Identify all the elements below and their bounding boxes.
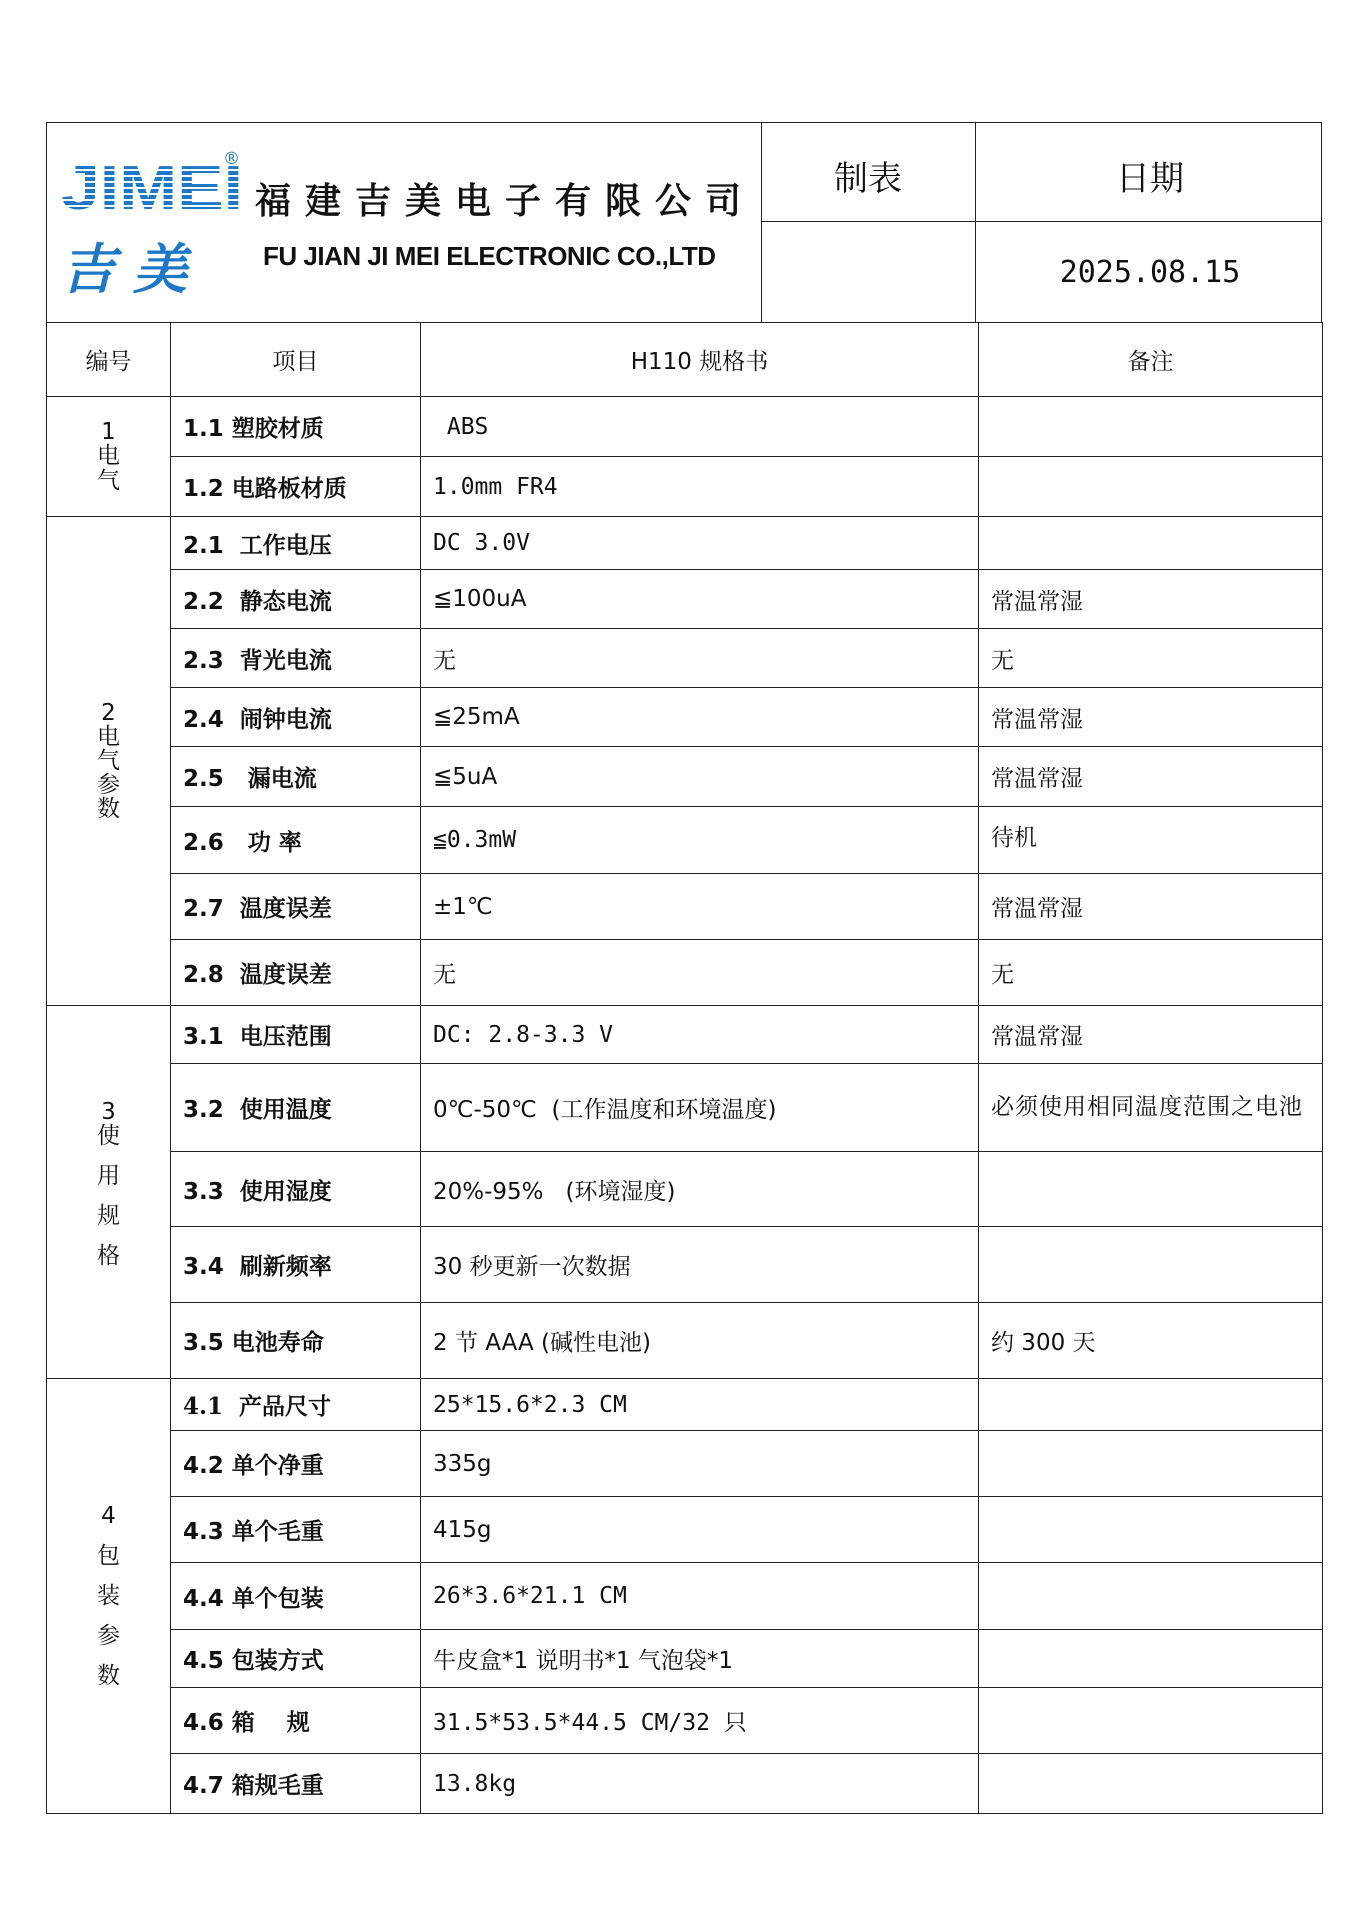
table-row xyxy=(47,1688,1323,1754)
item-label: 4.7 箱规毛重 xyxy=(171,1754,421,1814)
item-note xyxy=(979,1754,1323,1814)
item-value: ≦25mA xyxy=(421,688,979,747)
item-note: 无 xyxy=(979,629,1323,688)
item-note xyxy=(979,1152,1323,1227)
item-value: 31.5*53.5*44.5 CM/32 只 xyxy=(421,1688,979,1754)
item-note: 无 xyxy=(979,940,1323,1006)
item-value: DC: 2.8-3.3 V xyxy=(421,1006,979,1064)
item-label: 3.5 电池寿命 xyxy=(171,1303,421,1379)
table-row xyxy=(47,1754,1323,1814)
item-label: 4.5 包装方式 xyxy=(171,1630,421,1688)
item-note xyxy=(979,1688,1323,1754)
item-value: 415g xyxy=(421,1497,979,1563)
item-value: 30 秒更新一次数据 xyxy=(421,1227,979,1303)
item-note: 常温常湿 xyxy=(979,1006,1323,1064)
item-note xyxy=(979,457,1323,517)
table-row xyxy=(47,747,1323,807)
item-label: 2.2 静态电流 xyxy=(171,570,421,629)
table-row xyxy=(47,688,1323,747)
divider xyxy=(975,123,976,322)
item-value: 335g xyxy=(421,1431,979,1497)
table-row xyxy=(47,1152,1323,1227)
item-note: 必须使用相同温度范围之电池 xyxy=(979,1064,1323,1152)
date-value: 2025.08.15 xyxy=(1059,255,1241,290)
table-row xyxy=(47,457,1323,517)
item-value: 26*3.6*21.1 CM xyxy=(421,1563,979,1630)
table-row xyxy=(47,570,1323,629)
item-label: 2.6 功 率 xyxy=(171,807,421,874)
item-label: 1.1 塑胶材质 xyxy=(171,397,421,457)
item-note xyxy=(979,1227,1323,1303)
table-row xyxy=(47,1431,1323,1497)
item-value: 1.0mm FR4 xyxy=(421,457,979,517)
item-value: ≦5uA xyxy=(421,747,979,807)
prepared-by-label: 制表 xyxy=(834,159,902,199)
col-header-remarks: 备注 xyxy=(979,323,1323,397)
item-note: 常温常湿 xyxy=(979,747,1323,807)
section-label-3: 3 使 用 规 格 xyxy=(47,1006,171,1379)
item-note xyxy=(979,517,1323,570)
table-row xyxy=(47,397,1323,457)
svg-text:JIMEI: JIMEI xyxy=(61,159,243,219)
company-name-cn: 福建吉美电子有限公司 xyxy=(255,181,756,222)
table-row xyxy=(47,874,1323,940)
table-header-row xyxy=(47,323,1323,397)
col-header-number: 编号 xyxy=(47,323,171,397)
company-name-en: FU JIAN JI MEI ELECTRONIC CO.,LTD xyxy=(263,241,716,271)
item-label: 4.4 单个包装 xyxy=(171,1563,421,1630)
item-label: 2.3 背光电流 xyxy=(171,629,421,688)
section-label-2: 2 电 气 参 数 xyxy=(47,517,171,1006)
table-row xyxy=(47,1006,1323,1064)
item-note: 常温常湿 xyxy=(979,874,1323,940)
spec-table xyxy=(46,322,1323,1814)
header-block xyxy=(46,122,1322,322)
item-value: 无 xyxy=(421,940,979,1006)
registered-mark: ® xyxy=(223,149,240,169)
item-note xyxy=(979,397,1323,457)
item-value: 13.8kg xyxy=(421,1754,979,1814)
item-value: 25*15.6*2.3 CM xyxy=(421,1379,979,1431)
item-label: 3.2 使用温度 xyxy=(171,1064,421,1152)
item-note: 常温常湿 xyxy=(979,570,1323,629)
item-note: 常温常湿 xyxy=(979,688,1323,747)
item-value: ±1℃ xyxy=(421,874,979,940)
table-row xyxy=(47,629,1323,688)
date-label: 日期 xyxy=(1116,159,1184,199)
item-label: 2.1 工作电压 xyxy=(171,517,421,570)
item-label: 3.4 刷新频率 xyxy=(171,1227,421,1303)
table-row xyxy=(47,807,1323,874)
item-value: ≦0.3mW xyxy=(421,807,979,874)
item-label: 1.2 电路板材质 xyxy=(171,457,421,517)
item-note xyxy=(979,1431,1323,1497)
item-label: 2.5 漏电流 xyxy=(171,747,421,807)
divider xyxy=(761,221,1321,222)
table-row xyxy=(47,517,1323,570)
table-row xyxy=(47,1303,1323,1379)
item-note xyxy=(979,1630,1323,1688)
table-row xyxy=(47,1630,1323,1688)
table-row xyxy=(47,1497,1323,1563)
item-value: DC 3.0V xyxy=(421,517,979,570)
spec-sheet xyxy=(46,122,1322,1814)
item-label: 4.2 单个净重 xyxy=(171,1431,421,1497)
table-row xyxy=(47,1227,1323,1303)
item-note xyxy=(979,1379,1323,1431)
col-header-spec-title: H110 规格书 xyxy=(421,323,979,397)
section-label-1: 1 电 气 xyxy=(47,397,171,517)
table-row xyxy=(47,940,1323,1006)
item-label: 4.6 箱 规 xyxy=(171,1688,421,1754)
item-value: ≦100uA xyxy=(421,570,979,629)
logo-chinese-text: 吉美 xyxy=(61,237,205,301)
item-label: 2.7 温度误差 xyxy=(171,874,421,940)
item-label: 2.4 闹钟电流 xyxy=(171,688,421,747)
table-row xyxy=(47,1563,1323,1630)
item-label: 3.1 电压范围 xyxy=(171,1006,421,1064)
item-note xyxy=(979,1497,1323,1563)
item-value: ABS xyxy=(421,397,979,457)
item-note: 约 300 天 xyxy=(979,1303,1323,1379)
item-label: 3.3 使用湿度 xyxy=(171,1152,421,1227)
item-value: 20%-95% (环境湿度) xyxy=(421,1152,979,1227)
section-label-4: 4 包 装 参 数 xyxy=(47,1379,171,1814)
item-label: 2.8 温度误差 xyxy=(171,940,421,1006)
item-value: 0℃-50℃ (工作温度和环境温度) xyxy=(421,1064,979,1152)
col-header-item: 项目 xyxy=(171,323,421,397)
jimei-logo-icon xyxy=(61,159,243,219)
item-note: 待机 xyxy=(979,807,1323,874)
item-value: 无 xyxy=(421,629,979,688)
table-row xyxy=(47,1379,1323,1431)
item-label: 4.1 产品尺寸 xyxy=(171,1379,421,1431)
table-row xyxy=(47,1064,1323,1152)
item-label: 4.3 单个毛重 xyxy=(171,1497,421,1563)
item-note xyxy=(979,1563,1323,1630)
item-value: 牛皮盒*1 说明书*1 气泡袋*1 xyxy=(421,1630,979,1688)
item-value: 2 节 AAA (碱性电池) xyxy=(421,1303,979,1379)
